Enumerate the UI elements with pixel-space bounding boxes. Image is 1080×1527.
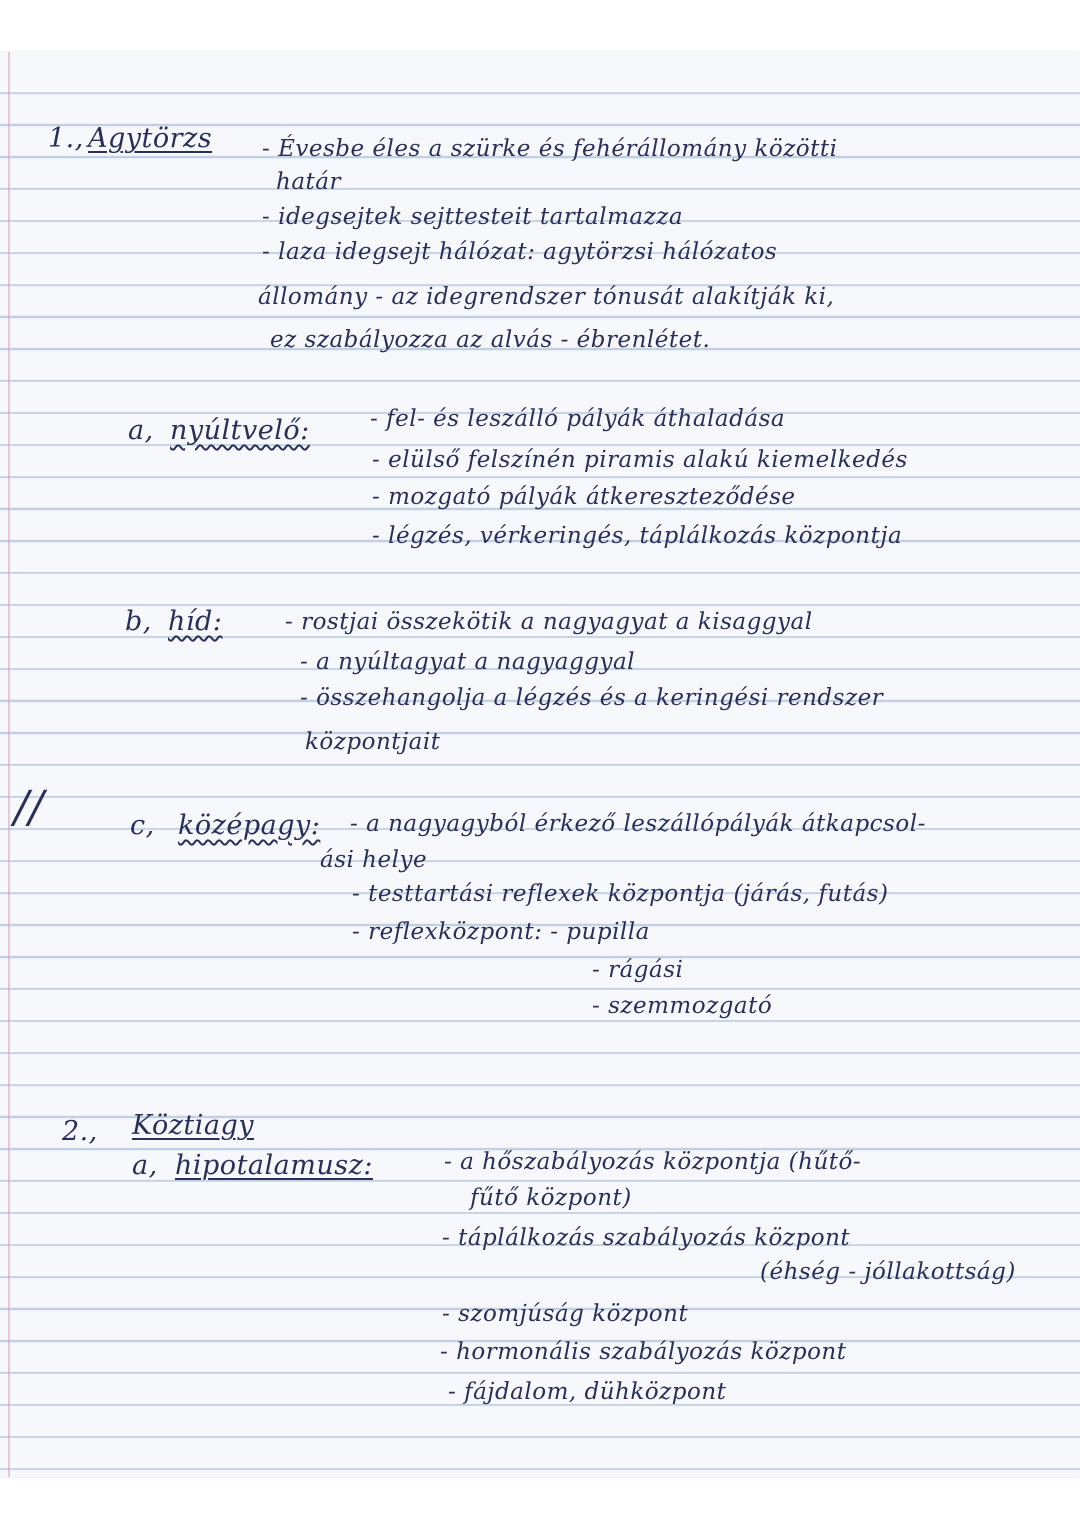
sub-2a-line-6: - hormonális szabályozás központ: [440, 1339, 847, 1365]
sub-2a-letter: a,: [132, 1150, 158, 1181]
sub-c-line-3: - testtartási reflexek központja (járás, futás): [352, 881, 889, 907]
section-1-line-5: állomány - az idegrendszer tónusát alakítják ki,: [258, 284, 835, 310]
section-1-line-3: - idegsejtek sejttesteit tartalmazza: [262, 204, 684, 230]
section-1-line-1: - Évesbe éles a szürke és fehérállomány közötti: [262, 136, 838, 162]
sub-c-line-6: - szemmozgató: [592, 993, 773, 1019]
sub-2a-line-4: (éhség - jóllakottság): [760, 1259, 1016, 1285]
sub-2a-line-3: - táplálkozás szabályozás központ: [442, 1225, 851, 1251]
sub-b-line-2: - a nyúltagyat a nagyaggyal: [300, 649, 636, 675]
sub-a-line-2: - elülső felszínén piramis alakú kiemelkedés: [372, 447, 908, 473]
margin-double-slash-mark: //: [14, 782, 44, 833]
section-1-title: Agytörzs: [88, 123, 213, 154]
section-1-line-4: - laza idegsejt hálózat: agytörzsi hálózatos: [262, 239, 778, 265]
sub-a-line-4: - légzés, vérkeringés, táplálkozás központja: [372, 523, 903, 549]
sub-c-line-1: - a nagyagyból érkező leszállópályák átkapcsol-: [350, 811, 926, 837]
section-2-title: Köztiagy: [132, 1110, 255, 1141]
section-2-number: 2.,: [62, 1116, 98, 1147]
page-margin-line: [8, 52, 10, 1477]
sub-c-line-4: - reflexközpont: - pupilla: [352, 919, 650, 945]
sub-2a-line-7: - fájdalom, dühközpont: [448, 1379, 727, 1405]
sub-a-title: nyúltvelő:: [170, 415, 310, 446]
section-1-line-6: ez szabályozza az alvás - ébrenlétet.: [270, 327, 711, 353]
sub-b-line-4: központjait: [305, 729, 441, 755]
sub-a-line-3: - mozgató pályák átkereszteződése: [372, 484, 796, 510]
sub-c-line-2: ási helye: [320, 847, 428, 873]
sub-a-line-1: - fel- és leszálló pályák áthaladása: [370, 406, 786, 432]
sub-a-letter: a,: [128, 415, 154, 446]
sub-b-line-1: - rostjai összekötik a nagyagyat a kisaggyal: [285, 609, 813, 635]
sub-b-title: híd:: [168, 606, 223, 637]
section-1-line-2: határ: [276, 169, 341, 195]
sub-b-letter: b,: [125, 606, 152, 637]
sub-2a-line-5: - szomjúság központ: [442, 1301, 689, 1327]
sub-c-line-5: - rágási: [592, 957, 684, 983]
section-1-number: 1.,: [48, 123, 84, 154]
sub-c-title: középagy:: [178, 810, 321, 841]
sub-2a-line-2: fűtő központ): [470, 1185, 632, 1211]
sub-2a-line-1: - a hőszabályozás központja (hűtő-: [444, 1149, 862, 1175]
sub-b-line-3: - összehangolja a légzés és a keringési rendszer: [300, 685, 884, 711]
sub-2a-title: hipotalamusz:: [175, 1150, 373, 1181]
sub-c-letter: c,: [130, 810, 155, 841]
